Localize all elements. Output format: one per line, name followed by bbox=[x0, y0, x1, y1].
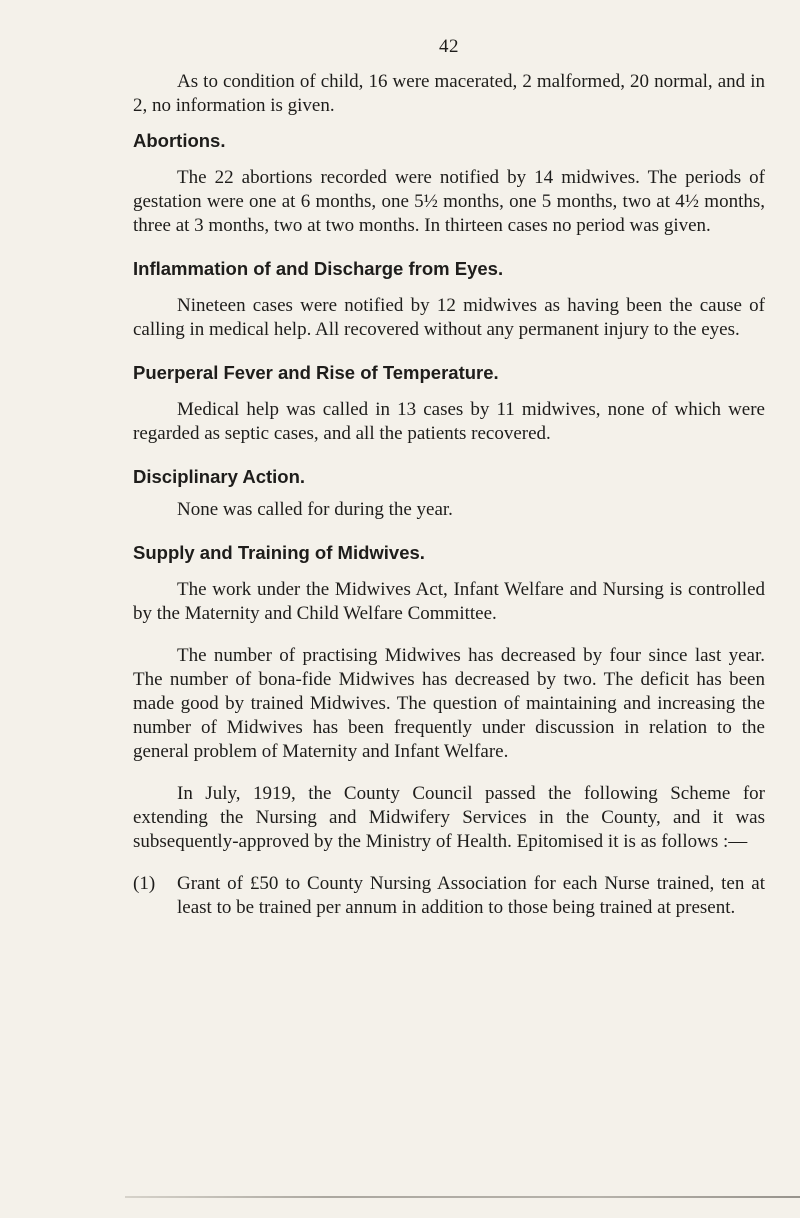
supply-paragraph-3: In July, 1919, the County Council passed the following Scheme for extending the Nursing and Midwifery Services in the County, and it was subsequently-approved by the Ministry of Health. Epitomised it is as follows :— bbox=[133, 783, 765, 852]
disciplinary-paragraph: None was called for during the year. bbox=[177, 499, 453, 520]
intro-paragraph: As to condition of child, 16 were macerated, 2 malformed, 20 normal, and in 2, no information is given. bbox=[133, 71, 765, 116]
list-item-text: Grant of £50 to County Nursing Association for each Nurse trained, ten at least to be trained per annum in addition to those being trained at present. bbox=[177, 873, 765, 918]
page-number: 42 bbox=[439, 36, 459, 57]
heading-supply-training: Supply and Training of Midwives. bbox=[133, 542, 425, 563]
supply-paragraph-2: The number of practising Midwives has decreased by four since last year. The number of bona-fide Midwives has decreased by two. The deficit has been made good by trained Midwives. The question of maintaining and increasing the number of Midwives has been frequently under discussion in relation to the general problem of Maternity and Infant Welfare. bbox=[133, 645, 765, 762]
heading-puerperal-fever: Puerperal Fever and Rise of Temperature. bbox=[133, 362, 499, 383]
scheme-list-item bbox=[133, 872, 765, 920]
heading-disciplinary-action: Disciplinary Action. bbox=[133, 466, 306, 487]
list-item-number: (1) bbox=[133, 873, 156, 894]
abortions-paragraph: The 22 abortions recorded were notified by 14 midwives. The periods of gestation were one at 6 months, one 5½ months, one 5 months, two at 4½ months, three at 3 months, two at two months. In thirteen cases no period was given. bbox=[133, 167, 765, 236]
supply-paragraph-1: The work under the Midwives Act, Infant Welfare and Nursing is controlled by the Maternity and Child Welfare Committee. bbox=[133, 579, 765, 624]
page-bottom-edge bbox=[125, 1196, 800, 1198]
eyes-paragraph: Nineteen cases were notified by 12 midwives as having been the cause of calling in medical help. All recovered without any permanent injury to the eyes. bbox=[133, 295, 765, 340]
heading-abortions: Abortions. bbox=[133, 130, 226, 151]
fever-paragraph: Medical help was called in 13 cases by 11 midwives, none of which were regarded as septic cases, and all the patients recovered. bbox=[133, 399, 765, 444]
heading-eyes: Inflammation of and Discharge from Eyes. bbox=[133, 258, 504, 279]
document-page bbox=[133, 36, 765, 920]
